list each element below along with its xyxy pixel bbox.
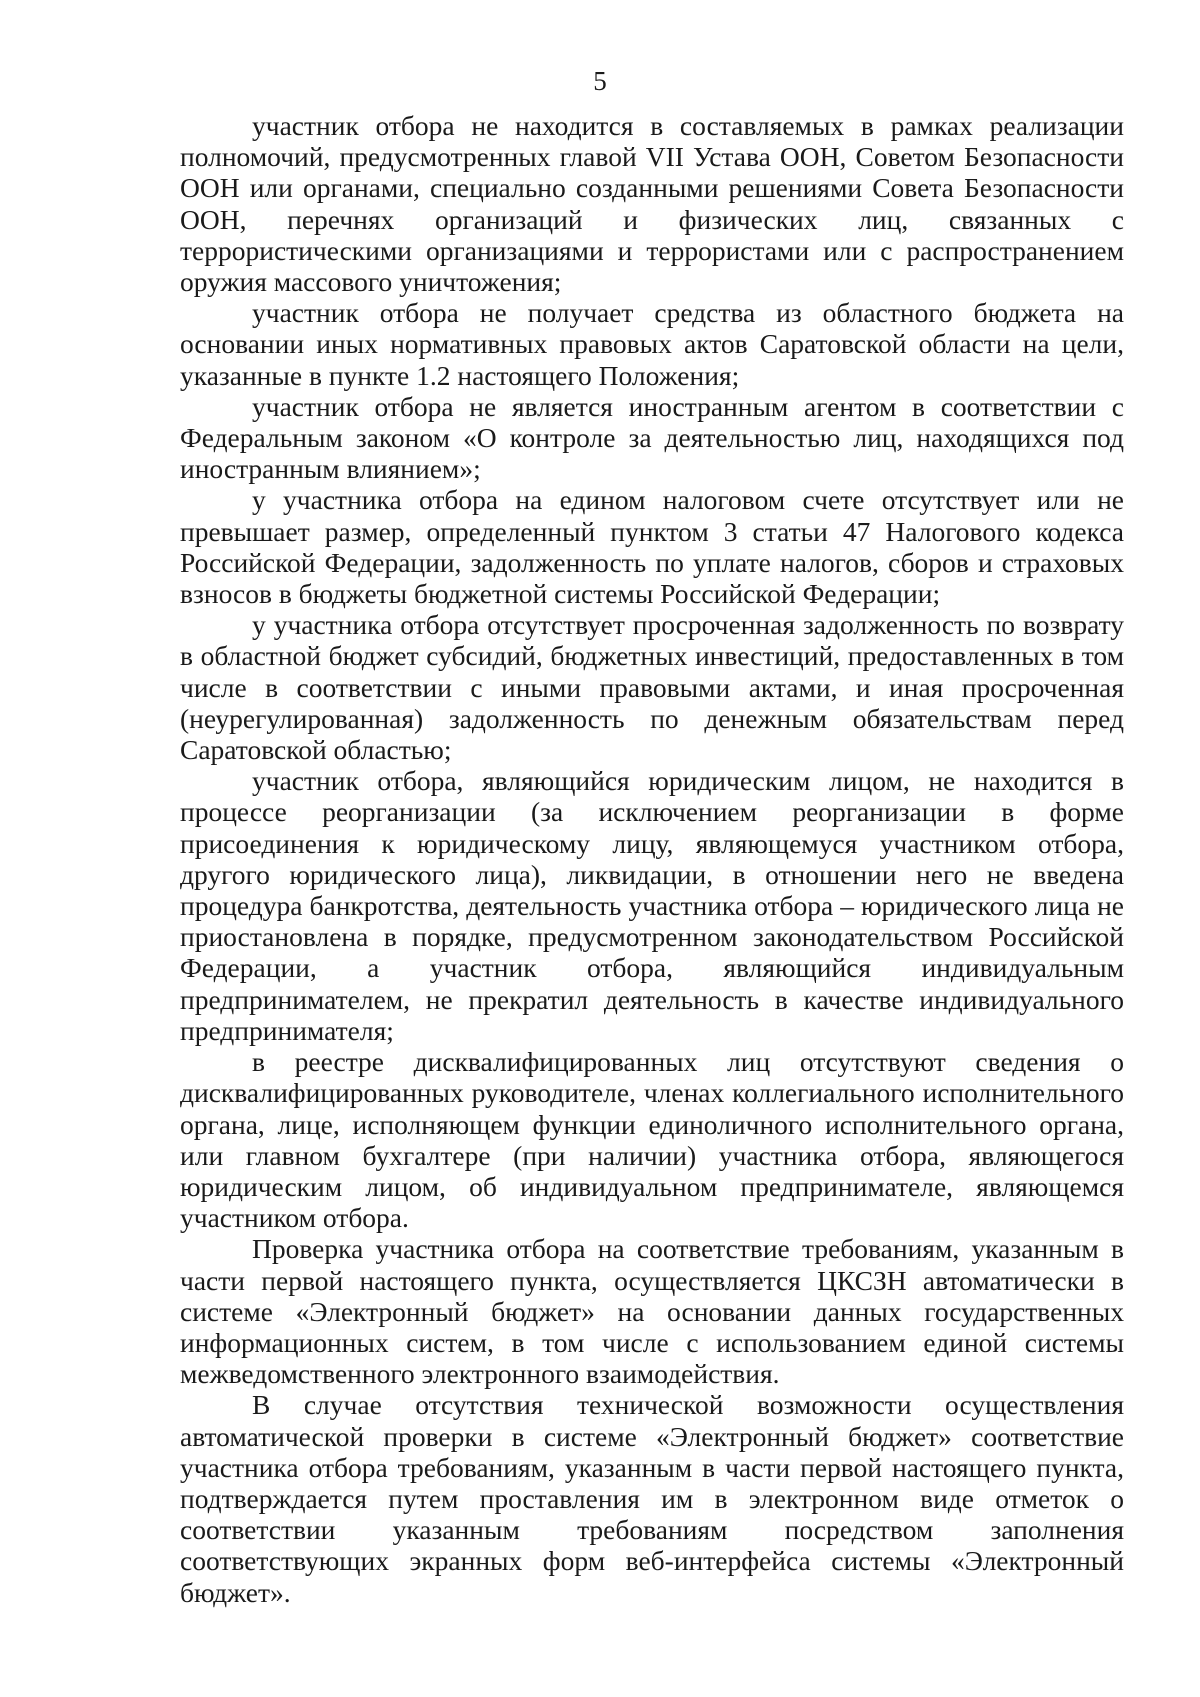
- paragraph-reorganization: участник отбора, являющийся юридическим лицом, не находится в процессе реорганизации (за исключением реорганизации в форме присоединения к юридическому лицу, являющемуся участником отбора, другого юридического лица), ликвидации, в отношении него не введена процедура банкротства, деятельность участника отбора – юридического лица не приостановлена в порядке, предусмотренном законодательством Российской Федерации, а участник отбора, являющийся индивидуальным предпринимателем, не прекратил деятельность в качестве индивидуального предпринимателя;: [180, 765, 1124, 1046]
- paragraph-foreign-agent: участник отбора не является иностранным агентом в соответствии с Федеральным законом «О контроле за деятельностью лиц, находящихся под иностранным влиянием»;: [180, 390, 1124, 485]
- paragraph-terrorist-lists: участник отбора не находится в составляемых в рамках реализации полномочий, предусмотренных главой VII Устава ООН, Советом Безопасности ООН или органами, специально созданными решениями Совета Безопасности ООН, перечнях организаций и физических лиц, связанных с террористическими организациями и террористами или с распространением оружия массового уничтожения;: [180, 110, 1124, 298]
- paragraph-tax-debt: у участника отбора на едином налоговом счете отсутствует или не превышает размер, определенный пунктом 3 статьи 47 Налогового кодекса Российской Федерации, задолженность по уплате налогов, сборов и страховых взносов в бюджеты бюджетной системы Российской Федерации;: [180, 484, 1124, 610]
- page-number: 5: [593, 66, 607, 96]
- paragraph-automatic-check: Проверка участника отбора на соответствие требованиям, указанным в части первой настоящего пункта, осуществляется ЦКСЗН автоматически в системе «Электронный бюджет» на основании данных государственных информационных систем, в том числе с использованием единой системы межведомственного электронного взаимодействия.: [180, 1233, 1124, 1390]
- paragraph-manual-confirmation: В случае отсутствия технической возможности осуществления автоматической проверки в системе «Электронный бюджет» соответствие участника отбора требованиям, указанным в части первой настоящего пункта, подтверждается путем проставления им в электронном виде отметок о соответствии указанным требованиям посредством заполнения соответствующих экранных форм веб-интерфейса системы «Электронный бюджет».: [180, 1389, 1124, 1608]
- paragraph-disqualified-persons: в реестре дисквалифицированных лиц отсутствуют сведения о дисквалифицированных руководителе, членах коллегиального исполнительного органа, лице, исполняющем функции единоличного исполнительного органа, или главном бухгалтере (при наличии) участника отбора, являющегося юридическим лицом, об индивидуальном предпринимателе, являющемся участником отбора.: [180, 1046, 1124, 1234]
- paragraph-regional-budget-funds: участник отбора не получает средства из областного бюджета на основании иных нормативных правовых актов Саратовской области на цели, указанные в пункте 1.2 настоящего Положения;: [180, 297, 1124, 391]
- paragraph-overdue-debt: у участника отбора отсутствует просроченная задолженность по возврату в областной бюджет субсидий, бюджетных инвестиций, предоставленных в том числе в соответствии с иными правовыми актами, и иная просроченная (неурегулированная) задолженность по денежным обязательствам перед Саратовской областью;: [180, 609, 1124, 766]
- document-body: [180, 110, 1124, 1608]
